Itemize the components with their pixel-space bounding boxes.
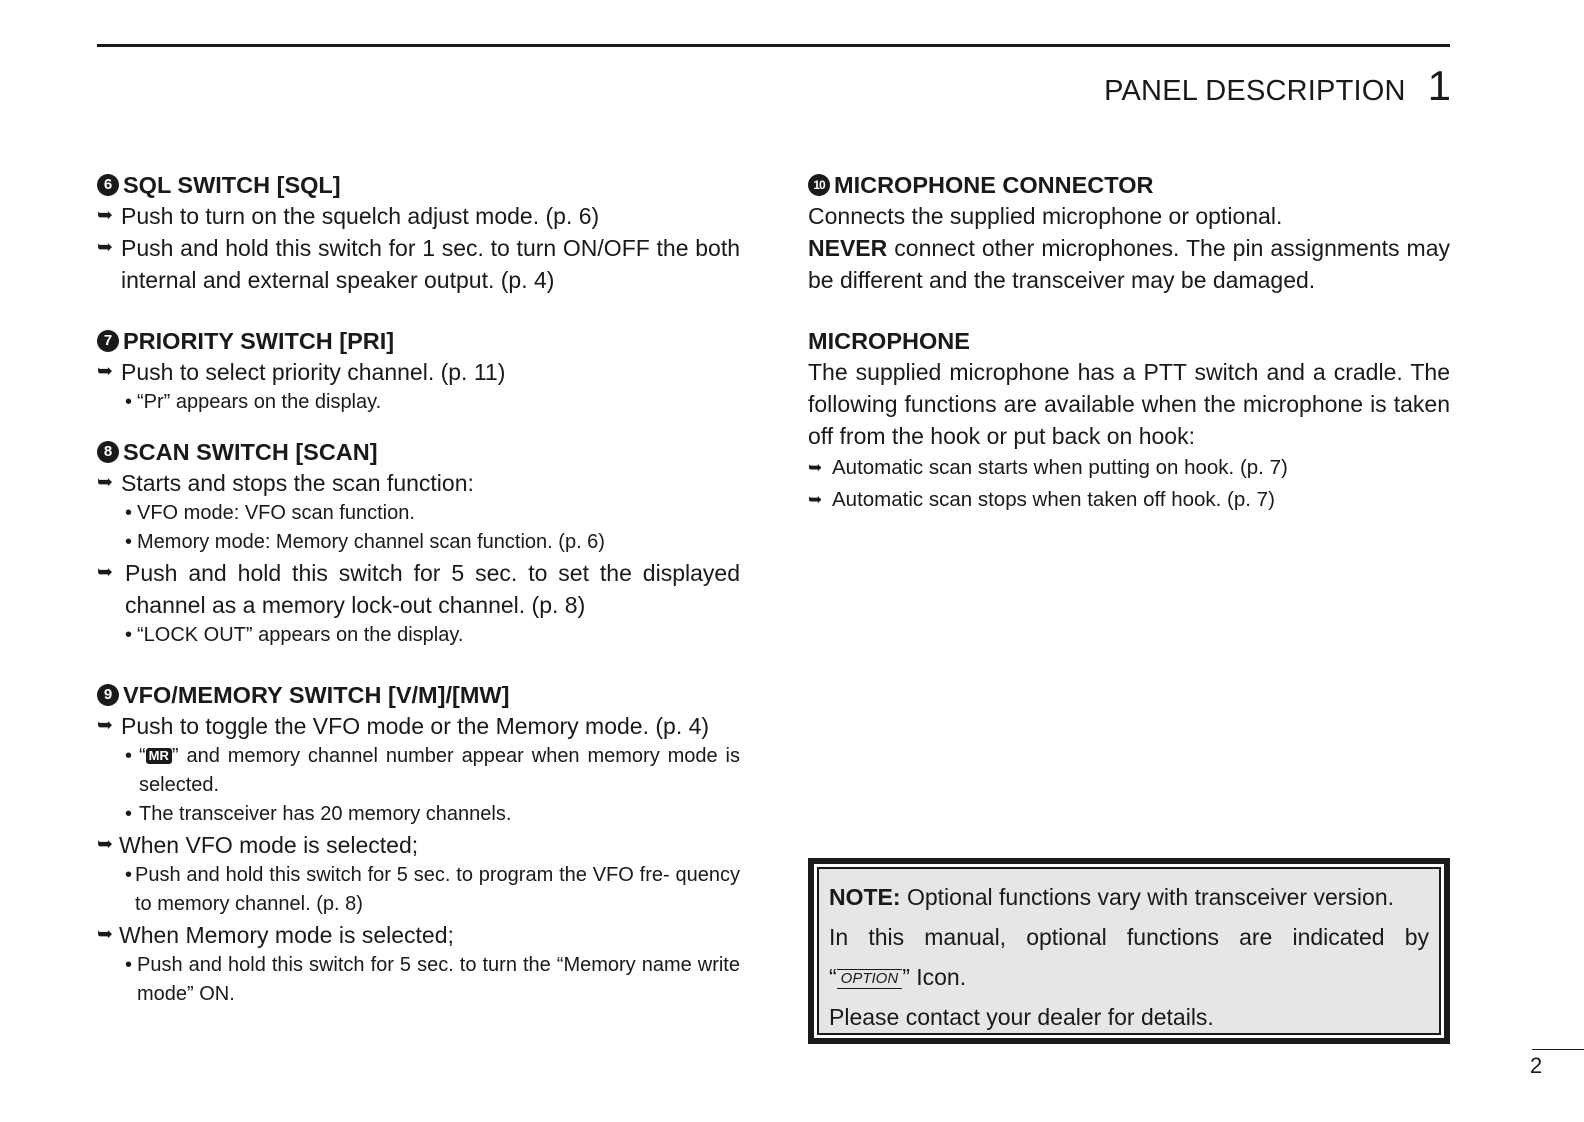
- page-header: [1104, 62, 1451, 110]
- microphone-heading: MICROPHONE: [808, 328, 970, 354]
- arrow-icon: ➥: [97, 924, 113, 945]
- page-number: 2: [1530, 1053, 1543, 1078]
- item-text: Automatic scan stops when taken off hook. (p. 7): [832, 488, 1275, 511]
- option-icon: OPTION: [837, 969, 903, 989]
- arrow-icon: ➥: [808, 458, 823, 477]
- item-text: Push to toggle the VFO mode or the Memory mode. (p. 4): [121, 713, 710, 739]
- list-item: [97, 356, 740, 388]
- arrow-icon: ➥: [97, 562, 113, 583]
- bullet-item: [97, 499, 740, 528]
- number-7-icon: 7: [97, 330, 119, 352]
- note-text: Optional functions vary with transceiver version.: [900, 884, 1394, 910]
- bullet-icon: •: [125, 624, 133, 646]
- note-line-4: Please contact your dealer for details.: [829, 1004, 1214, 1030]
- heading-text: VFO/MEMORY SWITCH [V/M]/[MW]: [123, 682, 510, 708]
- list-item: [808, 452, 1450, 484]
- bullet-text: Memory mode: Memory channel scan function. (p. 6): [137, 531, 605, 553]
- bullet-item: [97, 621, 740, 650]
- warning-text: connect other microphones. The pin assignments may be different and the transceiver may be damaged.: [808, 235, 1450, 293]
- note-line-3: [829, 957, 1429, 997]
- item-text: Push to select priority channel. (p. 11): [121, 359, 506, 385]
- arrow-icon: ➥: [97, 205, 113, 226]
- number-10-icon: 10: [808, 174, 830, 196]
- note-label: NOTE:: [829, 884, 901, 910]
- warning-paragraph: [808, 232, 1450, 296]
- arrow-icon: ➥: [97, 472, 113, 493]
- scan-switch-heading: [97, 437, 740, 467]
- bullet-text: “Pr” appears on the display.: [137, 391, 382, 413]
- bullet-icon: •: [125, 391, 133, 413]
- list-item: [97, 557, 740, 621]
- sql-switch-heading: [97, 170, 740, 200]
- note-inner: [817, 867, 1441, 1035]
- left-column: [97, 170, 740, 1009]
- bullet-icon: •: [125, 954, 133, 976]
- list-item: [97, 919, 740, 951]
- note-text: ” Icon.: [902, 964, 967, 990]
- arrow-icon: ➥: [97, 834, 113, 855]
- quote-open: “: [829, 964, 837, 990]
- bullet-text-rest: ” and memory channel number appear when memory mode is selected.: [139, 745, 740, 796]
- note-line-2: In this manual, optional functions are indicated by: [829, 924, 1429, 950]
- bullet-icon: •: [125, 803, 133, 825]
- bullet-icon: •: [125, 864, 133, 886]
- item-text: When VFO mode is selected;: [119, 832, 419, 858]
- bullet-item: [97, 951, 740, 1009]
- bullet-icon: •: [125, 531, 133, 553]
- chapter-number: 1: [1427, 62, 1451, 109]
- right-column: [808, 170, 1450, 516]
- list-item: [808, 484, 1450, 516]
- bullet-item: [97, 388, 740, 417]
- bullet-icon: •: [125, 502, 133, 524]
- section-title: PANEL DESCRIPTION: [1104, 75, 1406, 107]
- bullet-item: [97, 861, 740, 919]
- heading-text: SCAN SWITCH [SCAN]: [123, 439, 378, 465]
- microphone-connector-heading: [808, 170, 1450, 200]
- top-rule: [97, 44, 1450, 47]
- heading-text: SQL SWITCH [SQL]: [123, 172, 341, 198]
- number-9-icon: 9: [97, 684, 119, 706]
- arrow-icon: ➥: [97, 237, 113, 258]
- list-item: [97, 710, 740, 742]
- heading-text: PRIORITY SWITCH [PRI]: [123, 328, 395, 354]
- item-text: Starts and stops the scan function:: [121, 470, 474, 496]
- note-line-1: [829, 877, 1429, 917]
- bullet-item: [97, 742, 740, 800]
- bullet-text: “LOCK OUT” appears on the display.: [137, 624, 464, 646]
- note-box: [808, 858, 1450, 1044]
- priority-switch-heading: [97, 326, 740, 356]
- item-text: When Memory mode is selected;: [119, 922, 454, 948]
- item-text: Push and hold this switch for 1 sec. to turn ON/OFF the both internal and external speaker output. (p. 4): [121, 235, 740, 293]
- item-text: Automatic scan starts when putting on hook. (p. 7): [832, 456, 1288, 479]
- never-label: NEVER: [808, 235, 888, 261]
- quote-open: “: [139, 745, 146, 767]
- bullet-item: [97, 528, 740, 557]
- bullet-text: Push and hold this switch for 5 sec. to turn the “Memory name write mode” ON.: [137, 954, 740, 1005]
- item-text: Push to turn on the squelch adjust mode. (p. 6): [121, 203, 600, 229]
- arrow-icon: ➥: [97, 361, 113, 382]
- list-item: [97, 467, 740, 499]
- bullet-text: Push and hold this switch for 5 sec. to program the VFO fre- quency to memory channel. (p. 8): [135, 864, 740, 915]
- list-item: [97, 829, 740, 861]
- list-item: [97, 232, 740, 296]
- mr-icon: MR: [146, 748, 172, 764]
- heading-text: MICROPHONE CONNECTOR: [834, 172, 1154, 198]
- paragraph: Connects the supplied microphone or optional.: [808, 203, 1283, 229]
- bullet-icon: •: [125, 745, 133, 767]
- number-6-icon: 6: [97, 174, 119, 196]
- number-8-icon: 8: [97, 441, 119, 463]
- bullet-text: VFO mode: VFO scan function.: [137, 502, 415, 524]
- vfo-memory-switch-heading: [97, 680, 740, 710]
- item-text: Push and hold this switch for 5 sec. to set the displayed channel as a memory lock-out channel. (p. 8): [125, 560, 740, 618]
- page-number-rule: [1532, 1049, 1584, 1050]
- bullet-text: The transceiver has 20 memory channels.: [139, 803, 512, 825]
- paragraph: The supplied microphone has a PTT switch and a cradle. The following functions are available when the microphone is taken off from the hook or put back on hook:: [808, 359, 1450, 449]
- arrow-icon: ➥: [808, 490, 823, 509]
- list-item: [97, 200, 740, 232]
- arrow-icon: ➥: [97, 715, 113, 736]
- bullet-item: [97, 800, 740, 829]
- bullet-text: [139, 742, 740, 800]
